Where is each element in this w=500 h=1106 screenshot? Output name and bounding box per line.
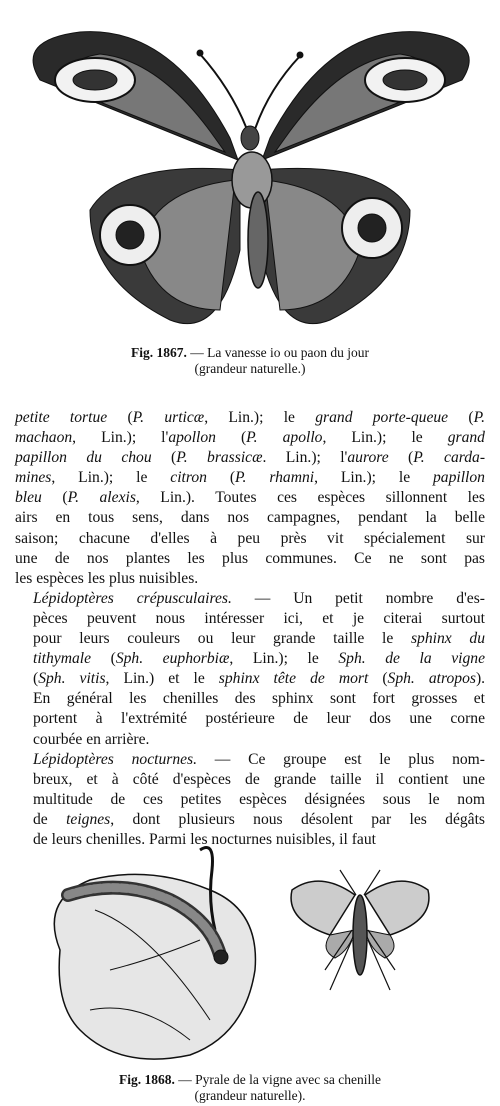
text-run: ( <box>206 469 236 487</box>
italic-run: citron <box>170 469 207 487</box>
italic-run: machaon <box>15 429 73 447</box>
text-line <box>15 529 485 549</box>
italic-run: tithymale <box>33 650 92 668</box>
italic-run: P. urticæ <box>132 409 205 426</box>
text-line <box>15 569 485 589</box>
text-run: multitude de ces petites espèces désignées sous le nom <box>33 790 485 808</box>
peacock-butterfly-icon <box>0 20 500 342</box>
text-line <box>15 589 485 609</box>
body-text <box>15 408 485 850</box>
italic-run: papillon <box>433 469 485 487</box>
paragraph-3 <box>15 750 485 850</box>
italic-run: P. apollo <box>246 429 323 447</box>
paragraph-1 <box>15 408 485 589</box>
text-line <box>15 770 485 790</box>
italic-run: papillon du chou <box>15 449 152 467</box>
text-run: de <box>33 810 67 828</box>
text-run: ( <box>33 670 39 688</box>
italic-run: P. rhamni <box>235 469 315 487</box>
text-run: ( <box>107 409 133 426</box>
text-run: ( <box>151 449 177 467</box>
italic-run: aurore <box>347 449 389 467</box>
text-run: pour leurs couleurs ou leur grande taille le <box>33 630 411 648</box>
text-run: les espèces les plus nuisibles. <box>15 569 199 587</box>
figure-1868-label: Fig. 1868. <box>118 1072 175 1087</box>
italic-run: P. carda- <box>413 449 486 467</box>
text-run: ( <box>215 429 247 447</box>
italic-run: Sph. atropos <box>387 670 476 688</box>
italic-run: P. <box>473 409 485 426</box>
text-run: ). <box>475 670 486 688</box>
text-run: de leurs chenilles. Parmi les nocturnes nuisibles, il faut <box>33 830 376 848</box>
text-run: — Un petit nombre d'es- <box>231 589 485 607</box>
text-run: courbée en arrière. <box>33 730 150 748</box>
figure-1867-caption-line2: (grandeur naturelle.) <box>194 361 306 376</box>
text-run: , Lin.); le <box>51 469 171 487</box>
text-line <box>15 629 485 649</box>
text-line <box>15 709 485 729</box>
text-run: saison; chacune d'elles à peu près vit spécialement sur <box>15 529 485 547</box>
italic-run: petite tortue <box>15 409 108 426</box>
text-line <box>15 609 485 629</box>
text-run: , dont plusieurs nous désolent par les dégâts <box>110 810 485 828</box>
text-line <box>15 549 485 569</box>
text-run: , Lin.) et le <box>105 670 219 688</box>
italic-run: teignes <box>66 810 111 828</box>
italic-run: Lépidoptères nocturnes. <box>33 750 197 768</box>
text-line <box>15 790 485 810</box>
text-line <box>15 750 485 770</box>
italic-run: sphinx du <box>410 630 485 648</box>
text-run: une de nos plantes les plus communes. Ce ne sont pas <box>15 549 485 567</box>
text-run: pèces peuvent nous intéresser ici, et je citerai surtout <box>33 609 485 627</box>
italic-run: Sph. euphorbiæ <box>115 650 230 668</box>
text-run: , Lin.); le <box>322 429 448 447</box>
text-run: breux, et à côté d'espèces de grande taille il contient une <box>33 770 485 788</box>
figure-1868-caption-line1: — Pyrale de la vigne avec sa chenille <box>178 1072 382 1087</box>
paragraph-2 <box>15 589 485 750</box>
text-line <box>15 448 485 468</box>
text-run: , Lin.); l' <box>72 429 169 447</box>
text-run: airs en tous sens, dans nos campagnes, pendant la belle <box>15 509 485 527</box>
text-line <box>15 488 485 508</box>
text-run: , Lin.); le <box>314 469 433 487</box>
text-line <box>15 810 485 830</box>
italic-run: Lépidoptères crépusculaires. <box>33 589 232 607</box>
text-run: — Ce groupe est le plus nom- <box>197 750 485 768</box>
italic-run: grand <box>447 429 485 447</box>
italic-run: P. alexis <box>67 489 136 507</box>
text-run: En général les chenilles des sphinx sont fort grosses et <box>33 690 485 708</box>
text-line <box>15 428 485 448</box>
text-run: ( <box>368 670 388 688</box>
text-line <box>15 408 485 428</box>
figure-1867-caption-line1: — La vanesse io ou paon du jour <box>190 345 370 360</box>
vine-moth-icon <box>0 840 500 1068</box>
italic-run: apollon <box>168 429 216 447</box>
text-run: ( <box>448 409 474 426</box>
text-run: ( <box>388 449 414 467</box>
figure-1867-label: Fig. 1867. <box>130 345 187 360</box>
italic-run: Sph. de la vigne <box>338 650 485 668</box>
text-line <box>15 730 485 750</box>
text-run: , Lin.). Toutes ces espèces sillonnent les <box>135 489 485 507</box>
figure-1868-caption-line2: (grandeur naturelle). <box>194 1088 306 1103</box>
text-line <box>15 689 485 709</box>
text-run: . Lin.); l' <box>262 449 348 467</box>
italic-run: sphinx tête de mort <box>218 670 369 688</box>
figure-1867-caption <box>0 345 500 377</box>
figure-1868 <box>0 840 500 1068</box>
text-run: portent à l'extrémité postérieure de leur dos une corne <box>33 710 485 728</box>
text-line <box>15 649 485 669</box>
italic-run: P. brassicæ <box>176 449 263 467</box>
text-line <box>15 508 485 528</box>
figure-1868-caption <box>0 1072 500 1104</box>
text-run: ( <box>41 489 68 507</box>
text-run: , Lin.); le <box>204 409 316 426</box>
italic-run: grand porte-queue <box>315 409 449 426</box>
text-line <box>15 669 485 689</box>
text-run: ( <box>91 650 116 668</box>
text-line <box>15 468 485 488</box>
italic-run: mines <box>15 469 52 487</box>
italic-run: Sph. vitis <box>38 670 106 688</box>
italic-run: bleu <box>15 489 42 507</box>
figure-1867 <box>0 20 500 342</box>
text-run: , Lin.); le <box>229 650 339 668</box>
